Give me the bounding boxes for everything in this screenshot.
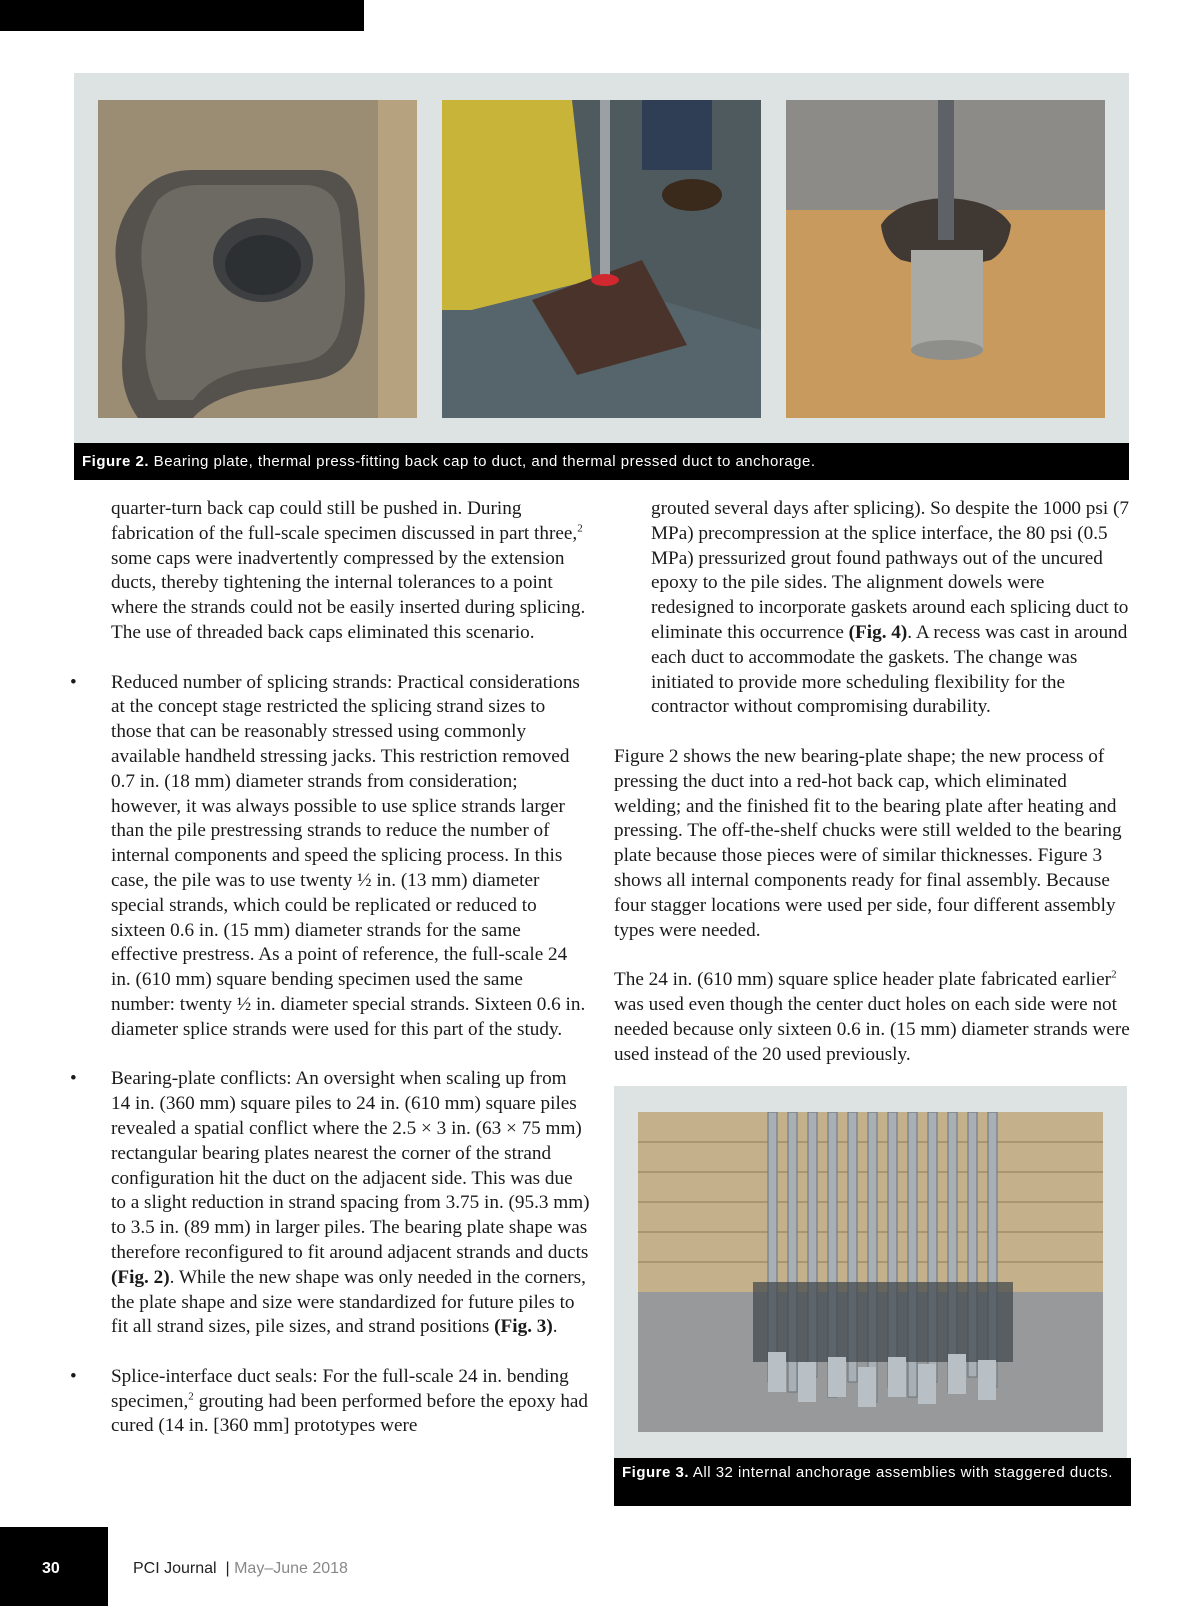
continued-paragraph-text: quarter-turn back cap could still be pushed in. During fabrication of the full-scale specimen discussed in part three,	[111, 498, 578, 544]
bullet-splicing-strands	[70, 671, 590, 1043]
figure-3	[614, 1086, 1127, 1506]
figure-2-label: Figure 2.	[82, 453, 150, 470]
continued-paragraph	[70, 497, 590, 646]
footer-separator: |	[216, 1560, 235, 1577]
bullet-bearing-plate-text-2: . While the new shape was only needed in the corners, the plate shape and size were standardized for future piles to fit all strand sizes, pile sizes, and strand positions	[111, 1266, 586, 1338]
left-column	[70, 497, 590, 1464]
continued-bullet-text: grouted several days after splicing). So despite the 1000 psi (7 MPa) precompression at the splice interface, the 80 psi (0.5 MPa) pressurized grout found pathways out of the uncured epoxy to the pile sides. The alignment dowels were redesigned to incorporate gaskets around each splicing duct to eliminate this occurrence	[651, 498, 1129, 643]
reference-superscript: 2	[1111, 968, 1117, 981]
reference-superscript: 2	[577, 522, 583, 535]
bullet-bearing-plate-text: Bearing-plate conflicts: An oversight when scaling up from 14 in. (360 mm) square piles to 24 in. (610 mm) square piles revealed a spatial conflict where the 2.5 × 3 in. (63 × 75 mm) rectangular bearing plates nearest the corner of the strand configuration hit the duct on the adjacent side. This was due to a slight reduction in strand spacing from 3.75 in. (95.3 mm) to 3.5 in. (89 mm) in larger piles. The bearing plate shape was therefore reconfigured to fit around adjacent strands and ducts	[111, 1068, 590, 1263]
figure-3-caption	[614, 1458, 1131, 1506]
bullet-duct-seals	[70, 1365, 590, 1439]
header-plate-text-2: was used even though the center duct holes on each side were not needed because only sixteen 0.6 in. (15 mm) diameter strands were used instead of the 20 used previously.	[614, 993, 1130, 1065]
figure-2-description-paragraph: Figure 2 shows the new bearing-plate shape; the new process of pressing the duct into a red-hot back cap, which eliminated welding; and the finished fit to the bearing plate after heating and pressing. The off-the-shelf chucks were still welded to the bearing plate because those pieces were of similar thicknesses. Figure 3 shows all internal components ready for final assembly. Because four stagger locations were used per side, four different assembly types were needed.	[614, 745, 1122, 941]
photo-bearing-plate	[98, 100, 417, 418]
header-plate-paragraph	[614, 968, 1130, 1067]
bullet-icon: •	[70, 671, 77, 693]
bullet-duct-seals-text-2: grouting had been performed before the epoxy had cured (14 in. [360 mm] prototypes were	[111, 1390, 589, 1437]
right-column	[614, 497, 1130, 1092]
bullet-icon: •	[70, 1365, 77, 1387]
photo-anchorage-assemblies	[638, 1112, 1103, 1432]
figure-2-caption	[74, 443, 1129, 480]
continued-bullet-paragraph	[614, 497, 1130, 720]
figure-4-reference: (Fig. 4)	[848, 621, 908, 643]
figure-3-reference: (Fig. 3)	[494, 1316, 553, 1338]
bullet-bearing-plate-text-3: .	[552, 1316, 558, 1338]
bullet-splicing-strands-text: Reduced number of splicing strands: Practical considerations at the concept stage restricted the splicing strand sizes to those that can be reasonably stressed using commonly available handheld stressing jacks. This restriction removed 0.7 in. (18 mm) diameter strands from consideration; however, it was always possible to use splice strands larger than the pile prestressing strands to reduce the number of internal components and speed the splicing process. In this case, the pile was to use twenty ½ in. (13 mm) diameter special strands, which could be replicated or reduced to sixteen 0.6 in. (15 mm) diameter strands for the same effective prestress. As a point of reference, the full-scale 24 in. (610 mm) square bending specimen used the same number: twenty ½ in. diameter special strands. Sixteen 0.6 in. diameter splice strands were used for this part of the study.	[111, 671, 586, 1040]
photo-thermal-pressed-duct	[786, 100, 1105, 418]
continued-paragraph-end: some caps were inadvertently compressed by the extension ducts, thereby tightening the internal tolerances to a point where the strands could not be easily inserted during splicing. The use of threaded back caps eliminated this scenario.	[111, 547, 586, 643]
bullet-duct-seals-text: Splice-interface duct seals: For the full-scale 24 in. bending specimen,	[111, 1365, 569, 1412]
header-bar	[0, 0, 364, 31]
page-number: 30	[42, 1560, 60, 1577]
header-plate-text: The 24 in. (610 mm) square splice header plate fabricated earlier	[614, 969, 1112, 991]
figure-3-caption-text: All 32 internal anchorage assemblies with staggered ducts.	[689, 1464, 1113, 1481]
reference-superscript: 2	[188, 1390, 194, 1403]
figure-3-label: Figure 3.	[622, 1464, 690, 1481]
bullet-bearing-plate-conflicts	[70, 1067, 590, 1340]
continued-bullet-text-2: . A recess was cast in around each duct to accommodate the gaskets. The change was initiated to provide more scheduling flexibility for the contractor without compromising durability.	[651, 621, 1128, 718]
journal-name: PCI Journal	[133, 1560, 217, 1577]
footer-journal-info	[133, 1560, 348, 1578]
issue-date: May–June 2018	[234, 1560, 348, 1577]
figure-2-reference: (Fig. 2)	[111, 1266, 170, 1288]
figure-2	[74, 73, 1129, 480]
bullet-icon: •	[70, 1068, 77, 1090]
photo-thermal-press-fitting	[442, 100, 761, 418]
figure-2-caption-text: Bearing plate, thermal press-fitting back cap to duct, and thermal pressed duct to anchorage.	[149, 453, 816, 470]
